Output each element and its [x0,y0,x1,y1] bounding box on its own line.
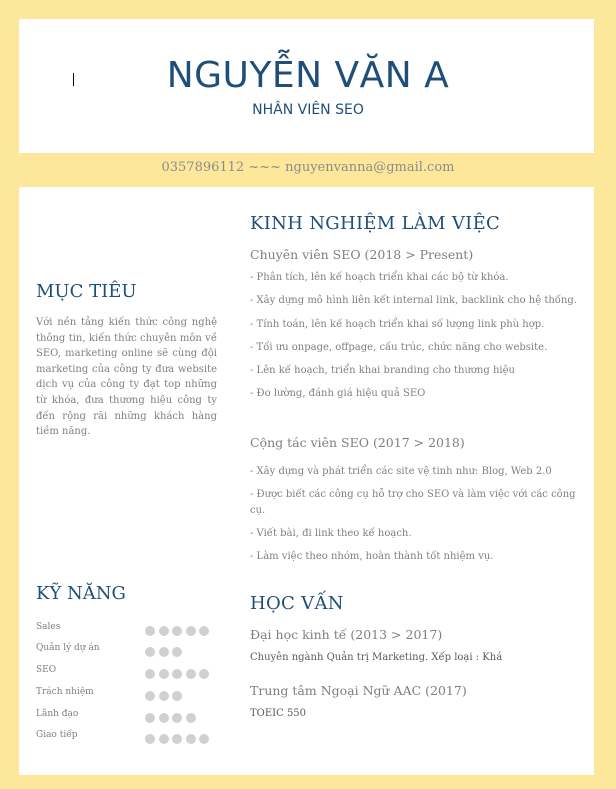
skill-dot [172,713,182,723]
job-bullet: - Đo lường, đánh giá hiệu quả SEO [250,388,426,399]
school-detail: Chuyên ngành Quản trị Marketing. Xếp loại : Khá [250,652,503,663]
skill-dot [199,626,209,636]
school-name: Đại học kinh tế (2013 > 2017) [250,627,443,642]
candidate-name: NGUYỄN VĂN A [166,55,450,96]
job-bullet: - Làm việc theo nhóm, hoàn thành tốt nhiệm vụ. [250,551,494,562]
skill-dot [186,734,196,744]
skills-heading: KỸ NĂNG [36,583,126,604]
skill-dot [159,713,169,723]
skill-dot [186,713,196,723]
skill-rating [145,686,186,697]
job-bullet: - Xây dựng mô hình liên kết internal link, backlink cho hệ thống. [250,295,577,306]
skill-dot [172,734,182,744]
job-bullet: - Được biết các công cụ hỗ trợ cho SEO và làm việc với các công cụ. [250,489,576,516]
job-bullet: - Tính toán, lên kế hoạch triển khai số lượng link phù hợp. [250,319,545,330]
skill-dot [159,647,169,657]
education-heading: HỌC VẤN [250,593,344,614]
skill-dot [172,647,182,657]
skill-rating [145,642,186,653]
skill-dot [145,669,155,679]
skill-label: SEO [36,665,57,675]
skill-dot [145,734,155,744]
job-title-2: Cộng tác viên SEO (2017 > 2018) [250,435,465,450]
skill-dot [159,669,169,679]
skill-rating [145,621,213,632]
objective-text: Với nền tảng kiến thức công nghệ thông tin, kiến thức chuyên môn về SEO, marketing online sẽ cùng đội marketing của công ty đưa website dịch vụ của công ty đạt top những từ khóa, đưa thương hiệu công ty đến rộng rãi những khách hàng tiềm năng. [36,317,217,438]
job-bullet: - Tối ưu onpage, offpage, cấu trúc, chức năng cho website. [250,342,548,353]
skill-dot [172,669,182,679]
skill-dot [186,669,196,679]
skill-rating [145,708,199,719]
skill-dot [145,691,155,701]
skill-dot [199,669,209,679]
skill-dot [159,734,169,744]
skill-dot [186,626,196,636]
job-bullet: - Lên kế hoạch, triển khai branding cho thương hiệu [250,365,515,376]
school-name: Trung tâm Ngoại Ngữ AAC (2017) [250,683,467,698]
objective-heading: MỤC TIÊU [36,281,137,302]
skill-label: Trách nhiệm [36,687,94,697]
skill-dot [199,734,209,744]
skill-dot [159,691,169,701]
skill-label: Sales [36,622,61,632]
skill-rating [145,664,213,675]
skill-dot [145,713,155,723]
contact-info: 0357896112 ~~~ nguyenvanna@gmail.com [161,160,455,175]
skill-dot [172,691,182,701]
job-title: NHÂN VIÊN SEO [252,102,364,118]
skill-rating [145,729,213,740]
job-bullet: - Xây dựng và phát triển các site vệ tinh như: Blog, Web 2.0 [250,466,552,477]
job-title-1: Chuyên viên SEO (2018 > Present) [250,247,474,262]
experience-heading: KINH NGHIỆM LÀM VIỆC [250,213,501,234]
skill-dot [145,626,155,636]
skill-dot [159,626,169,636]
school-detail: TOEIC 550 [250,708,307,719]
skill-label: Giao tiếp [36,730,78,740]
skill-dot [145,647,155,657]
skill-label: Lãnh đạo [36,709,79,719]
skill-dot [172,626,182,636]
job-bullet: - Phân tích, lên kế hoạch triển khai các bộ từ khóa. [250,272,509,283]
job-bullet: - Viết bài, đi link theo kế hoạch. [250,528,412,539]
skill-label: Quản lý dự án [36,643,100,653]
